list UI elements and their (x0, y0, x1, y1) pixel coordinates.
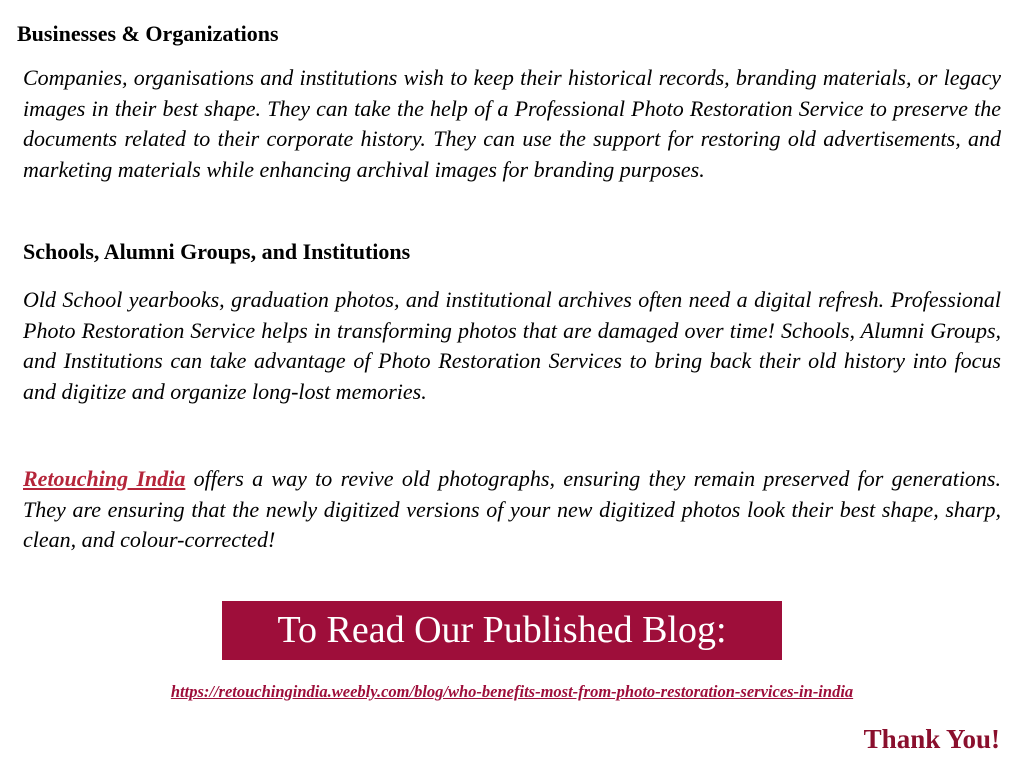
closing-paragraph (23, 464, 1001, 556)
retouching-india-link[interactable]: Retouching India (23, 466, 186, 491)
thank-you-text: Thank You! (863, 724, 1000, 754)
section-heading-businesses: Businesses & Organizations (17, 21, 279, 46)
section-body-schools: Old School yearbooks, graduation photos, and institutional archives often need a digital refresh. Professional Photo Restoration Service helps in transforming photos that are damaged over time! Schools, Alumni Groups, and Institutions can take advantage of Photo Restoration Services to bring back their old history into focus and digitize and organize long-lost memories. (23, 287, 1001, 405)
closing-text: offers a way to revive old photographs, ensuring they remain preserved for generations. They are ensuring that the newly digitized versions of your new digitized photos look their best shape, sharp, clean, and colour-corrected! (23, 466, 1001, 553)
blog-url-link[interactable]: https://retouchingindia.weebly.com/blog/who-benefits-most-from-photo-restoration-services-in-india (170, 682, 854, 701)
read-blog-banner: To Read Our Published Blog: (222, 601, 782, 660)
section-heading-schools: Schools, Alumni Groups, and Institutions (23, 239, 411, 264)
section-body-businesses: Companies, organisations and institutions wish to keep their historical records, branding materials, or legacy images in their best shape. They can take the help of a Professional Photo Restoration Service to preserve the documents related to their corporate history. They can use the support for restoring old advertisements, and marketing materials while enhancing archival images for branding purposes. (23, 65, 1001, 183)
